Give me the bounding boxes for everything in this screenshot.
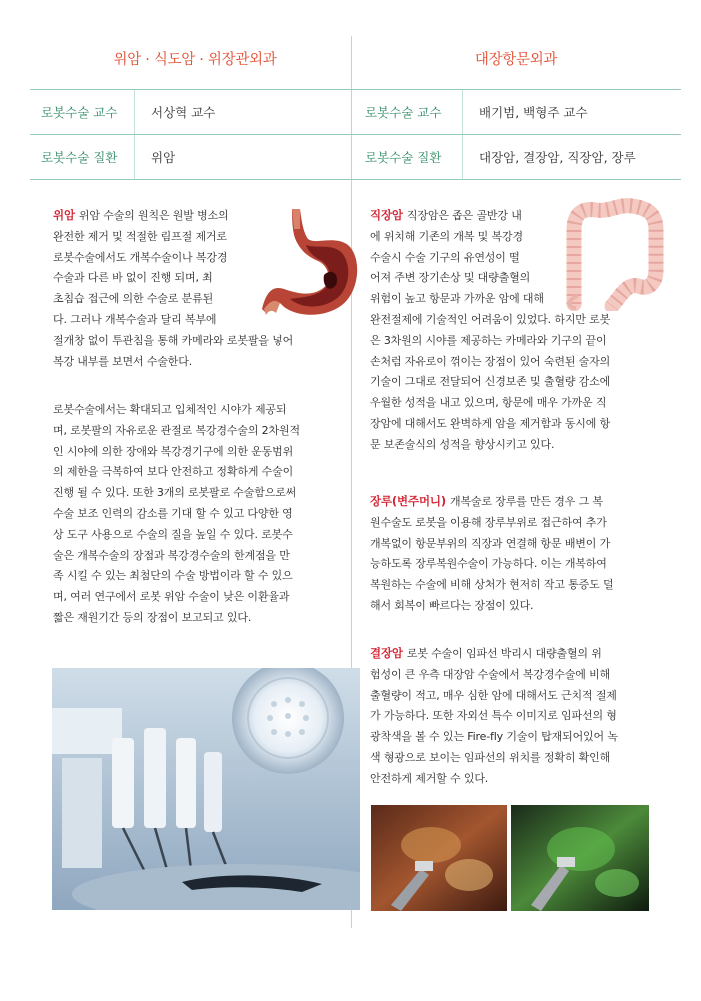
info-value: 위암 [151, 150, 176, 165]
text-line: 은 3차원의 시야를 제공하는 카메라와 기구의 끝이 [370, 333, 607, 347]
text-line [370, 491, 680, 513]
text-line: 출혈량이 적고, 매우 심한 암에 대해서도 근치적 절제 [370, 688, 617, 702]
text-line: 인 시야에 의한 장애와 복강경기구에 의한 운동범위 [53, 444, 294, 458]
text-line: 에 위치해 기존의 개복 및 복강경 [370, 229, 523, 243]
text-line: 기술이 그대로 전달되어 신경보존 및 출혈량 감소에 [370, 375, 611, 389]
text-line: 어져 주변 장기손상 및 대량출혈의 [370, 271, 531, 285]
text-line-content: 직장암은 좁은 골반강 내 [406, 209, 522, 222]
info-value: 배기범, 백형주 교수 [479, 105, 588, 120]
surgery-field-photos [371, 805, 649, 911]
right-info-table [351, 89, 681, 180]
section-term: 결장암 [370, 646, 403, 660]
text-line: 상 도구 사용으로 수술의 질을 높일 수 있다. 로봇수 [53, 527, 293, 541]
text-line: 며, 로봇팔의 자유로운 관절로 복강경수술의 2차원적 [53, 423, 300, 437]
text-line-content: 위암 수술의 원칙은 원발 병소의 [78, 209, 229, 222]
stomach-illustration [262, 205, 364, 327]
text-line: 로봇수술에서도 개복수술이나 복강경 [53, 250, 228, 264]
info-value: 서상혁 교수 [151, 105, 216, 120]
text-line: 문 보존술식의 성적을 향상시키고 있다. [370, 437, 555, 451]
left-column [30, 0, 360, 1001]
text-line: 복원하는 수술에 비해 상처가 현저히 작고 통증도 덜 [370, 578, 614, 592]
info-label: 로봇수술 교수 [30, 90, 135, 134]
right-column-title: 대장항문외과 [474, 52, 558, 68]
text-line: 짧은 재원기간 등의 장점이 보고되고 있다. [53, 610, 252, 624]
text-line: 수술과 다른 바 없이 진행 되며, 최 [53, 271, 213, 285]
text-line: 안전하게 제거할 수 있다. [370, 771, 489, 785]
text-line: 완전한 제거 및 적절한 림프절 제거로 [53, 229, 227, 243]
text-line: 개복없이 항문부위의 직장과 연결해 항문 배변이 가 [370, 536, 611, 550]
text-line: 원수술도 로봇을 이용해 장루부위로 접근하여 추가 [370, 515, 607, 529]
text-line-content: 개복술로 장루를 만든 경우 그 복 [449, 495, 603, 508]
info-value: 대장암, 결장암, 직장암, 장루 [479, 150, 636, 165]
text-line: 광착색을 볼 수 있는 Fire-fly 기술이 탑재되어있어 녹 [370, 730, 618, 744]
text-line: 수술 보조 인력의 감소를 기대 할 수 있고 다양한 영 [53, 506, 293, 520]
text-line: 능하도록 장루복원수술이 가능하다. 이는 개복하여 [370, 557, 607, 571]
text-line: 로봇수술에서는 확대되고 입체적인 시야가 제공되 [53, 403, 287, 416]
colon-cancer-paragraph [370, 643, 680, 790]
text-line: 의 제한을 극복하여 보다 안전하고 정확하게 수술이 [53, 465, 294, 479]
text-line-content: 로봇 수술이 임파선 박리시 대량출혈의 위 [406, 647, 602, 660]
section-term: 장루(변주머니) [370, 494, 446, 508]
text-line: 복강 내부를 보면서 수술한다. [53, 354, 193, 368]
section-term: 위암 [53, 208, 75, 222]
text-line: 족 시킬 수 있는 최첨단의 수술 방법이라 할 수 있으 [53, 569, 293, 583]
text-line: 우월한 성적을 내고 있으며, 항문에 매우 가까운 직 [370, 396, 607, 410]
text-line: 며, 여러 연구에서 로봇 위암 수술이 낮은 이환율과 [53, 590, 290, 604]
text-line: 수술시 수술 기구의 유연성이 떨 [370, 250, 520, 264]
robot-surgery-paragraph [53, 400, 363, 629]
colon-illustration [556, 196, 671, 311]
right-column [351, 0, 681, 1001]
text-line: 가 가능하다. 또한 자외선 특수 이미지로 임파선의 형 [370, 709, 617, 723]
text-line: 절개창 없이 투관침을 통해 카메라와 로봇팔을 넣어 [53, 333, 294, 347]
left-column-title: 위암 · 식도암 · 위장관외과 [113, 52, 277, 68]
info-row [351, 134, 681, 180]
info-label: 로봇수술 교수 [351, 90, 463, 134]
text-line: 완전절제에 기술적인 어려움이 있었다. 하지만 로봇 [370, 312, 611, 326]
text-line: 진행 될 수 있다. 또한 3개의 로봇팔로 수술함으로써 [53, 486, 297, 500]
info-label: 로봇수술 질환 [351, 135, 463, 179]
text-line: 손처럼 자유로이 꺾이는 장점이 있어 숙련된 술자의 [370, 354, 611, 368]
info-row [30, 89, 360, 134]
text-line: 위험이 높고 항문과 가까운 암에 대해 [370, 292, 544, 306]
text-line: 초침습 접근에 의한 수술로 분류된 [53, 292, 214, 306]
info-row [351, 89, 681, 134]
text-line: 다. 그러나 개복수술과 달리 복부에 [53, 312, 217, 326]
info-label: 로봇수술 질환 [30, 135, 135, 179]
info-row [30, 134, 360, 180]
text-line: 해서 회복이 빠르다는 장점이 있다. [370, 598, 534, 612]
text-line: 험성이 큰 우측 대장암 수술에서 복강경수술에 비해 [370, 667, 611, 681]
section-term: 직장암 [370, 208, 403, 222]
left-info-table [30, 89, 360, 180]
text-line: 장암에 대해서도 완벽하게 암을 제거함과 동시에 항 [370, 416, 611, 430]
stoma-paragraph [370, 491, 680, 617]
text-line: 색 형광으로 보이는 임파선의 위치를 정확히 확인해 [370, 750, 611, 764]
text-line: 술은 개복수술의 장점과 복강경수술의 한계점을 만 [53, 548, 290, 562]
text-line [370, 643, 680, 665]
surgical-robot-photo [52, 668, 360, 910]
